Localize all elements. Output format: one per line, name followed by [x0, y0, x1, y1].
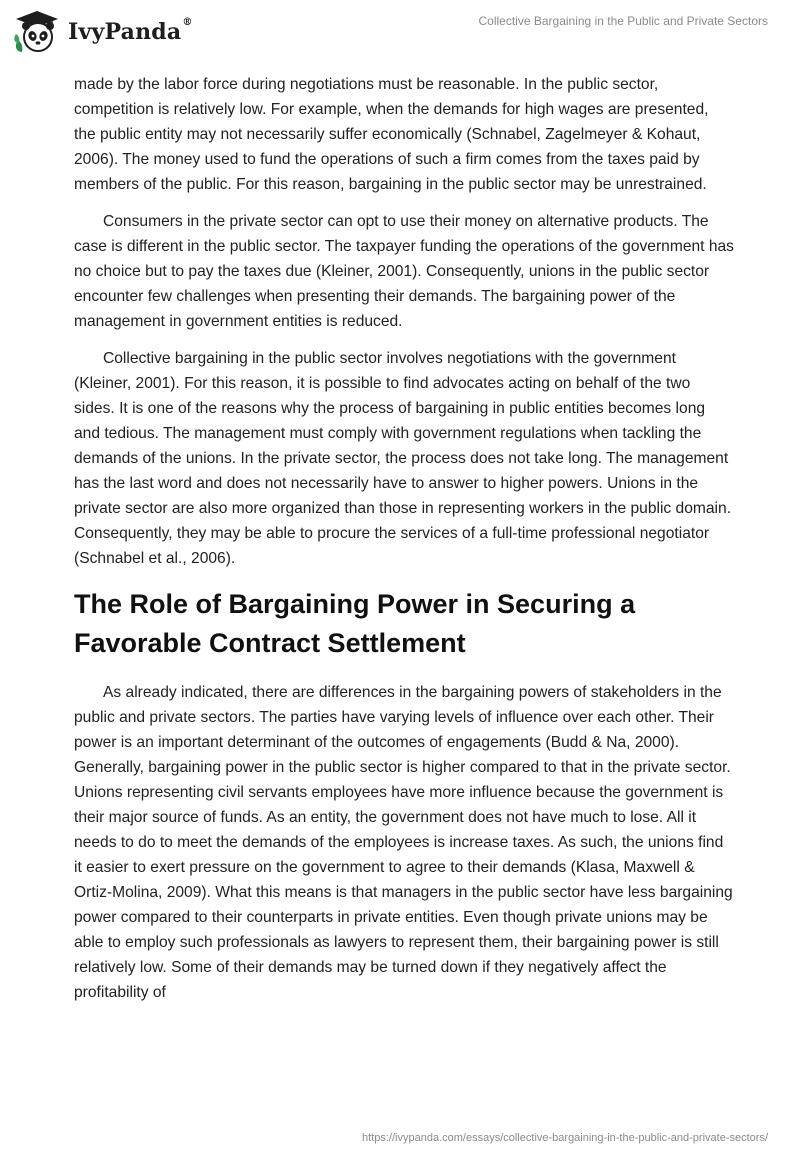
- section-heading: The Role of Bargaining Power in Securing a Favorable Contract Settlement: [74, 589, 636, 658]
- paragraph-2: Consumers in the private sector can opt to use their money on alternative products. The case is different in the public sector. The taxpayer funding the operations of the government has no choice but to pay the taxes due (Kleiner, 2001). Consequently, unions in the public sector encounter few challenges when presenting their demands. The bargaining power of the management in government entities is reduced.: [74, 213, 734, 330]
- paragraph-4: As already indicated, there are differences in the bargaining powers of stakeholders in the public and private sectors. The parties have varying levels of influence over each other. Their power is an important determinant of the outcomes of engagements (Budd & Na, 2000). Generally, bargaining power in the public sector is higher compared to that in the private sector. Unions representing civil servants employees have more influence because the government is their major source of funds. As an entity, the government does not have much to lose. All it needs to do to meet the demands of the employees is increase taxes. As such, the unions find it easier to exert pressure on the government to agree to their demands (Klasa, Maxwell & Ortiz-Molina, 2009). What this means is that managers in the public sector have less bargaining power compared to their counterparts in private entities. Even though private unions may be able to employ such professionals as lawyers to represent them, their bargaining power is still relatively low. Some of their demands may be turned down if they negatively affect the profitability of: [74, 684, 733, 1001]
- paragraph-1: made by the labor force during negotiations must be reasonable. In the public sector, competition is relatively low. For example, when the demands for high wages are presented, the public entity may not necessarily suffer economically (Schnabel, Zagelmeyer & Kohaut, 2006). The money used to fund the operations of such a firm comes from the taxes paid by members of the public. For this reason, bargaining in the public sector may be unrestrained.: [74, 76, 709, 193]
- brand-name: IvyPanda®: [68, 17, 193, 45]
- panda-logo-icon: [14, 10, 60, 54]
- document-title: Collective Bargaining in the Public and Private Sectors: [478, 14, 768, 28]
- page-header: [0, 0, 800, 72]
- logo[interactable]: [14, 10, 193, 54]
- essay-content: [74, 72, 734, 1017]
- footer-url[interactable]: https://ivypanda.com/essays/collective-bargaining-in-the-public-and-private-sectors/: [362, 1132, 768, 1144]
- paragraph-3: Collective bargaining in the public sector involves negotiations with the government (Kleiner, 2001). For this reason, it is possible to find advocates acting on behalf of the two sides. It is one of the reasons why the process of bargaining in public entities becomes long and tedious. The management must comply with government regulations when tackling the demands of the unions. In the private sector, the process does not take long. The management has the last word and does not necessarily have to answer to higher powers. Unions in the private sector are also more organized than those in representing workers in the public domain. Consequently, they may be able to procure the services of a full-time professional negotiator (Schnabel et al., 2006).: [74, 350, 732, 567]
